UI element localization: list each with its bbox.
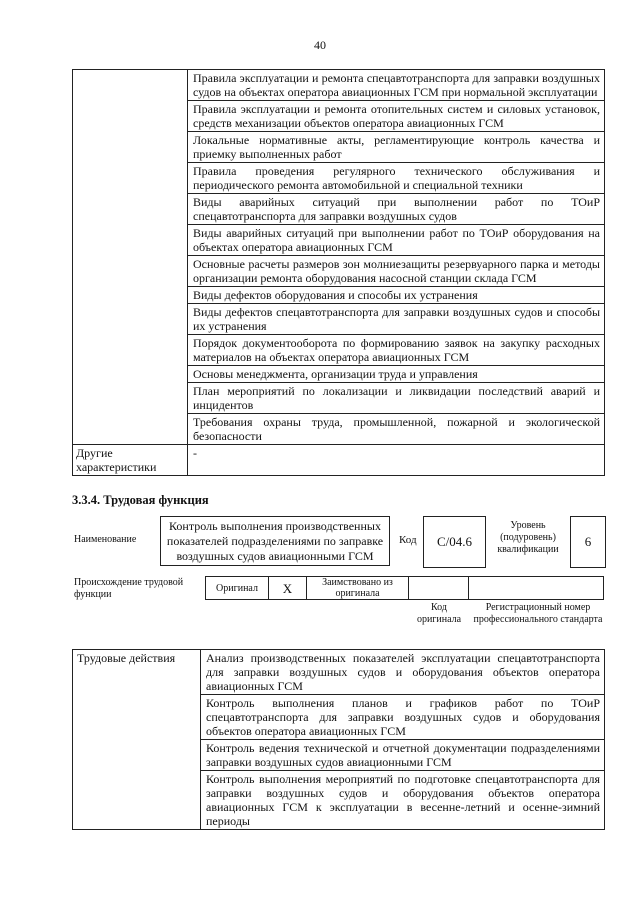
section-title: 3.3.4. Трудовая функция bbox=[72, 493, 209, 507]
level-label: Уровень (подуровень) квалификации bbox=[497, 520, 559, 555]
qualification-level: 6 bbox=[570, 516, 606, 568]
action-item: Контроль выполнения планов и графиков работ по ТОиР спецавтотранспорта для заправки воздушных судов и оборудования объектов оператора авиационных ГСМ bbox=[201, 695, 605, 740]
knowledge-item: Основные расчеты размеров зон молниезащиты резервуарного парка и методы организации ремонта оборудования насосной станции склада ГСМ bbox=[188, 256, 605, 287]
function-name: Контроль выполнения производственных показателей подразделениями по заправке воздушных судов авиационными ГСМ bbox=[160, 516, 390, 566]
origin-code-caption: Код оригинала bbox=[416, 602, 462, 625]
code-label: Код bbox=[399, 534, 417, 546]
knowledge-item: Локальные нормативные акты, регламентирующие контроль качества и приемку выполненных работ bbox=[188, 132, 605, 163]
knowledge-item: Правила эксплуатации и ремонта отопительных систем и силовых установок, средств механизации объектов оператора авиационных ГСМ bbox=[188, 101, 605, 132]
action-row bbox=[73, 650, 605, 695]
knowledge-item: Требования охраны труда, промышленной, пожарной и экологической безопасности bbox=[188, 414, 605, 445]
knowledge-item: Виды дефектов оборудования и способы их устранения bbox=[188, 287, 605, 304]
actions-table bbox=[72, 649, 605, 830]
action-item: Контроль выполнения мероприятий по подготовке спецавтотранспорта для заправки воздушных судов и оборудования объектов оператора авиационных ГСМ к эксплуатации в весенне-летний и осенне-зимний периоды bbox=[201, 771, 605, 830]
knowledge-label-cell bbox=[73, 70, 188, 445]
knowledge-item: Правила эксплуатации и ремонта спецавтотранспорта для заправки воздушных судов на объектах оператора авиационных ГСМ при нормальной эксплуатации bbox=[188, 70, 605, 101]
page-number: 40 bbox=[314, 38, 326, 52]
knowledge-table bbox=[72, 69, 605, 476]
knowledge-item: Порядок документооборота по формированию заявок на закупку расходных материалов на объектах оператора авиационных ГСМ bbox=[188, 335, 605, 366]
function-code: C/04.6 bbox=[423, 516, 486, 568]
original-mark: X bbox=[269, 577, 307, 599]
knowledge-item: Основы менеджмента, организации труда и управления bbox=[188, 366, 605, 383]
origin-label: Происхождение трудовой функции bbox=[74, 577, 184, 600]
knowledge-item: Виды аварийных ситуаций при выполнении работ по ТОиР оборудования на объектах оператора авиационных ГСМ bbox=[188, 225, 605, 256]
knowledge-item: Правила проведения регулярного технического обслуживания и периодического ремонта автомобильной и специальной техники bbox=[188, 163, 605, 194]
original-label: Оригинал bbox=[206, 577, 269, 599]
other-characteristics-value: - bbox=[188, 445, 605, 476]
actions-label: Трудовые действия bbox=[73, 650, 201, 830]
reg-number-cell bbox=[469, 577, 603, 599]
reg-number-caption: Регистрационный номер профессионального стандарта bbox=[473, 602, 603, 625]
other-characteristics-row bbox=[73, 445, 605, 476]
action-item: Контроль ведения технической и отчетной документации подразделениями заправки воздушных судов авиационными ГСМ bbox=[201, 740, 605, 771]
knowledge-item: Виды дефектов спецавтотранспорта для заправки воздушных судов и способы их устранения bbox=[188, 304, 605, 335]
knowledge-item: Виды аварийных ситуаций при выполнении работ по ТОиР спецавтотранспорта для заправки воздушных судов bbox=[188, 194, 605, 225]
origin-code-cell bbox=[409, 577, 469, 599]
knowledge-item: План мероприятий по локализации и ликвидации последствий аварий и инцидентов bbox=[188, 383, 605, 414]
action-item: Анализ производственных показателей эксплуатации спецавтотранспорта для заправки воздушных судов и оборудования объектов оператора авиационных ГСМ bbox=[201, 650, 605, 695]
knowledge-row bbox=[73, 70, 605, 101]
other-characteristics-label: Другие характеристики bbox=[73, 445, 188, 476]
origin-row bbox=[205, 576, 604, 600]
name-label: Наименование bbox=[74, 534, 137, 545]
borrowed-label: Заимствовано из оригинала bbox=[307, 577, 409, 599]
